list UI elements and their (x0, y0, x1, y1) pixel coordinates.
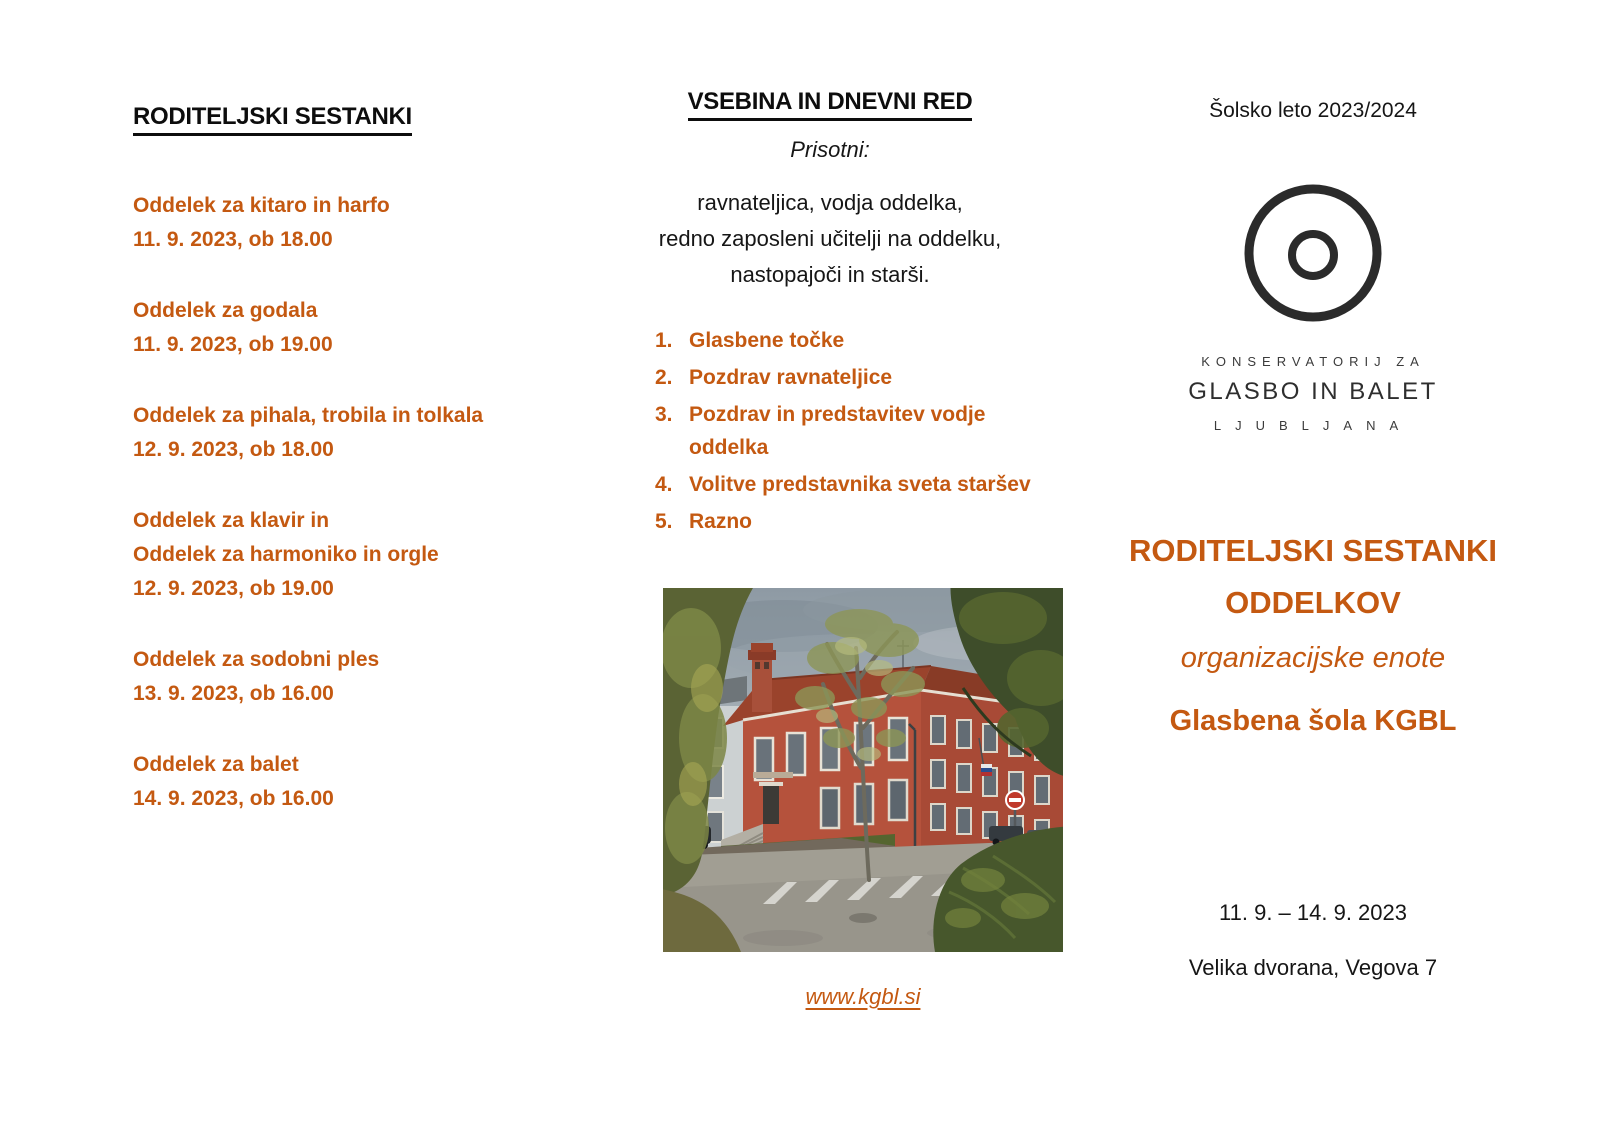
department-name: Oddelek za sodobni ples (133, 648, 380, 671)
meeting-item (133, 643, 573, 711)
meeting-datetime: 13. 9. 2023, ob 16.00 (133, 682, 334, 705)
school-year-label: Šolsko leto 2023/2024 (1209, 99, 1417, 122)
meeting-item (133, 504, 573, 606)
attendees-line: redno zaposleni učitelji na oddelku, (658, 226, 1002, 251)
agenda-text: Glasbene točke (689, 329, 845, 352)
website-link-row (663, 984, 1063, 1010)
department-name: Oddelek za balet (133, 753, 299, 776)
attendees-line: ravnateljica, vodja oddelka, (697, 190, 963, 215)
meeting-item (133, 294, 573, 362)
attendees-label: Prisotni: (790, 137, 870, 162)
kgbl-logo-icon (1233, 173, 1393, 333)
meeting-datetime: 11. 9. 2023, ob 18.00 (133, 228, 333, 251)
event-venue: Velika dvorana, Vegova 7 (1188, 955, 1438, 980)
agenda-text: Pozdrav ravnateljice (689, 366, 893, 389)
meeting-datetime: 12. 9. 2023, ob 18.00 (133, 438, 334, 461)
meeting-datetime: 14. 9. 2023, ob 16.00 (133, 787, 334, 810)
brochure-title (1113, 525, 1513, 629)
event-dates: 11. 9. – 14. 9. 2023 (1219, 900, 1407, 925)
middle-column (618, 88, 1042, 542)
middle-column-heading: VSEBINA IN DNEVNI RED (688, 88, 973, 121)
agenda-number: 4. (655, 473, 673, 496)
agenda-list (618, 324, 1042, 538)
meeting-item (133, 189, 573, 257)
department-name: Oddelek za pihala, trobila in tolkala (133, 404, 484, 427)
logo-text-line2: GLASBO IN BALET (1188, 378, 1438, 405)
meeting-item (133, 748, 573, 816)
meeting-item (133, 399, 573, 467)
agenda-number: 5. (655, 510, 673, 533)
agenda-item (655, 505, 1042, 538)
right-column (1113, 98, 1513, 985)
department-name: Oddelek za harmoniko in orgle (133, 543, 439, 566)
left-column-heading: RODITELJSKI SESTANKI (133, 103, 412, 136)
agenda-item (655, 398, 1042, 464)
attendees-line: nastopajoči in starši. (730, 262, 930, 287)
agenda-text: Razno (689, 510, 752, 533)
agenda-item (655, 324, 1042, 357)
school-name: Glasbena šola KGBL (1169, 705, 1457, 737)
brochure-title-line2: ODDELKOV (1225, 585, 1401, 620)
brochure-title-line1: RODITELJSKI SESTANKI (1128, 533, 1498, 568)
agenda-text: Volitve predstavnika sveta staršev (689, 473, 1031, 496)
agenda-number: 3. (655, 403, 673, 426)
agenda-item (655, 468, 1042, 501)
meeting-datetime: 11. 9. 2023, ob 19.00 (133, 333, 333, 356)
brochure-subtitle: organizacijske enote (1180, 642, 1446, 674)
website-link[interactable]: www.kgbl.si (805, 984, 921, 1009)
agenda-number: 2. (655, 366, 673, 389)
logo-text-line1: KONSERVATORIJ ZA (1201, 354, 1425, 369)
left-column (133, 103, 573, 853)
logo-text-line3: LJUBLJANA (1213, 418, 1413, 433)
department-name: Oddelek za godala (133, 299, 318, 322)
agenda-number: 1. (655, 329, 673, 352)
school-building-photo-illustration (663, 588, 1063, 952)
agenda-item (655, 361, 1042, 394)
department-name: Oddelek za kitaro in harfo (133, 194, 390, 217)
school-building-photo (663, 588, 1063, 952)
meeting-datetime: 12. 9. 2023, ob 19.00 (133, 577, 334, 600)
attendees-list (618, 185, 1042, 293)
department-name: Oddelek za klavir in (133, 509, 330, 532)
agenda-text: Pozdrav in predstavitev vodje oddelka (689, 403, 986, 459)
